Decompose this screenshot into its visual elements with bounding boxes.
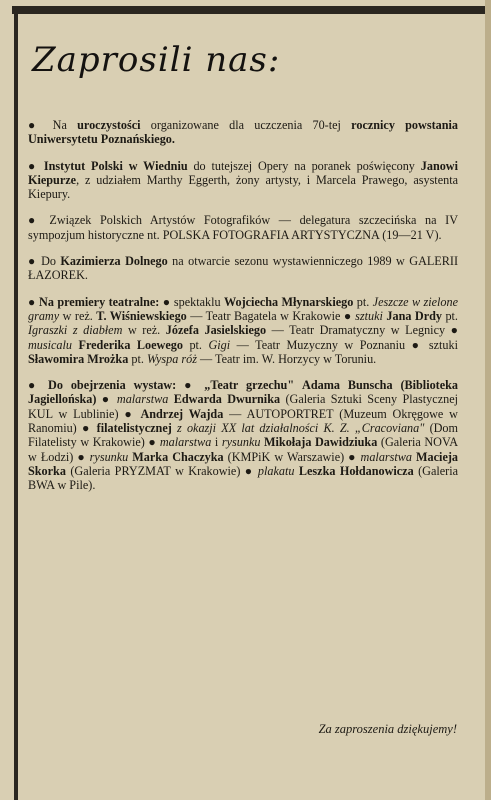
text-segment: w reż. [59, 308, 97, 323]
text-segment: „Teatr grzechu" [204, 378, 295, 393]
text-segment: , z udziałem Marthy Eggerth, żony artysty, i Marcela Prawego, asystenta Kiepury. [28, 172, 458, 202]
text-segment: (Galeria PRYZMAT w Krakowie) ● [65, 463, 258, 478]
text-segment: (Galeria BWA w Pile). [28, 463, 458, 493]
text-segment: w reż. [122, 323, 166, 338]
text-segment: — Teatr Dramatyczny w Legnicy ● [266, 323, 458, 338]
text-segment: do tutejszej Opery na poranek poświęcony [187, 158, 421, 173]
announcement-kazimierz [28, 254, 458, 283]
text-segment: Józefa Jasielskiego [165, 323, 267, 338]
text-segment: Związek Polskich Artystów Fotografików — delegatura szczecińska na IV sympozjum historyczne nt. POLSKA FOTOGRAFIA ARTYSTYCZNA (19—21 V). [28, 213, 459, 242]
text-segment: i [211, 435, 222, 450]
text-segment: Igraszki z diabłem [28, 323, 123, 338]
text-segment: Sławomira Mrożka [28, 351, 129, 366]
text-segment: (Galeria Sztuki Sceny Plastycznej KUL w Lublinie) ● [28, 392, 458, 421]
text-segment [40, 378, 48, 392]
announcement-list [28, 118, 458, 493]
announcement-wystawy [28, 378, 458, 492]
announcement-premiery [28, 295, 458, 366]
text-segment: malarstwa [116, 392, 169, 407]
text-segment: Andrzej Wajda [140, 406, 224, 421]
bullet-icon: ● [28, 158, 39, 173]
text-segment: Macieja Skorka [28, 449, 459, 478]
text-segment: organizowane dla uczczenia 70-tej [140, 118, 352, 132]
text-segment: Do [36, 254, 61, 269]
text-segment: — AUTOPORTRET (Muzeum Okręgowe w Ranomiu) ● [28, 406, 458, 436]
left-border-rule [14, 14, 18, 800]
text-segment: malarstwa [360, 449, 413, 464]
page-edge [485, 0, 491, 800]
announcement-instytut [28, 159, 458, 202]
text-segment: T. Wiśniewskiego [96, 308, 187, 323]
text-segment: Kazimierza Dolnego [60, 254, 168, 269]
text-segment: pt. [128, 351, 147, 366]
text-segment: Instytut Polski w Wiedniu [43, 158, 188, 173]
text-segment: Edwarda Dwurnika [173, 392, 281, 407]
top-border-rule [12, 6, 487, 14]
text-segment: pt. [353, 294, 373, 309]
text-segment: Gigi [208, 337, 231, 352]
text-segment: pt. [441, 308, 458, 323]
text-segment: — Teatr Muzyczny w Poznaniu ● sztuki [230, 337, 458, 352]
text-segment: rysunku [221, 435, 261, 450]
text-segment: na otwarcie sezonu wystawienniczego 1989 w GALERII ŁAZOREK. [28, 254, 459, 283]
text-segment: Wyspa róż [146, 351, 197, 366]
text-segment: z okazji XX lat działalności K. Z. „Cracoviana" [177, 421, 425, 436]
bullet-icon: ● [28, 213, 41, 228]
text-segment [294, 378, 302, 392]
text-segment: sztuki [355, 308, 383, 323]
text-segment: Marka Chaczyka [132, 449, 224, 464]
text-segment: (KMPiK w Warszawie) ● [223, 449, 361, 464]
page-title: Zaprosili nas: [32, 40, 281, 80]
bullet-icon: ● [28, 378, 41, 393]
text-segment: Janowi Kiepurze [28, 158, 458, 187]
text-segment: Jeszcze w zielone gramy [28, 294, 459, 323]
text-segment: filatelistycznej [96, 421, 172, 436]
text-segment: — Teatr Bagatela w Krakowie ● [186, 308, 356, 323]
text-segment: malarstwa [159, 435, 212, 450]
text-segment: rysunku [89, 449, 129, 464]
text-segment: Jana Drdy [386, 308, 442, 323]
text-segment: Adama Bunscha (Biblioteka Jagiellońska) [28, 378, 459, 407]
text-segment: (Dom Filatelisty w Krakowie) ● [28, 421, 459, 450]
text-segment: musicalu [28, 337, 73, 352]
closing-thanks: Za zaproszenia dziękujemy! [318, 722, 457, 736]
text-segment: Leszka Hołdanowicza [298, 463, 414, 478]
bullet-icon: ● [28, 118, 43, 132]
text-segment: pt. [182, 337, 209, 352]
text-segment: (Galeria NOVA w Łodzi) ● [28, 435, 459, 464]
text-segment: ● spektaklu [159, 294, 224, 309]
text-segment: Wojciecha Młynarskiego [223, 294, 354, 309]
announcement-zwiazek [28, 213, 458, 242]
bullet-icon: ● [28, 254, 37, 269]
text-segment: Frederika Loewego [78, 337, 183, 352]
text-segment: — Teatr im. W. Horzycy w Toruniu. [196, 351, 377, 366]
text-segment: rocznicy powstania Uniwersytetu Poznańskiego. [28, 118, 458, 147]
text-segment: plakatu [257, 463, 295, 478]
text-segment: uroczystości [77, 118, 141, 132]
bullet-icon: ● [28, 294, 36, 309]
text-segment: Mikołaja Dawidziuka [264, 435, 378, 450]
announcement-uniwersytet [28, 118, 458, 147]
text-segment: Na [42, 118, 78, 132]
text-segment: ● [96, 392, 117, 407]
text-segment: ● [176, 378, 205, 393]
text-segment: Do obejrzenia wystaw: [48, 378, 177, 393]
text-segment: Na premiery teatralne: [39, 294, 160, 309]
